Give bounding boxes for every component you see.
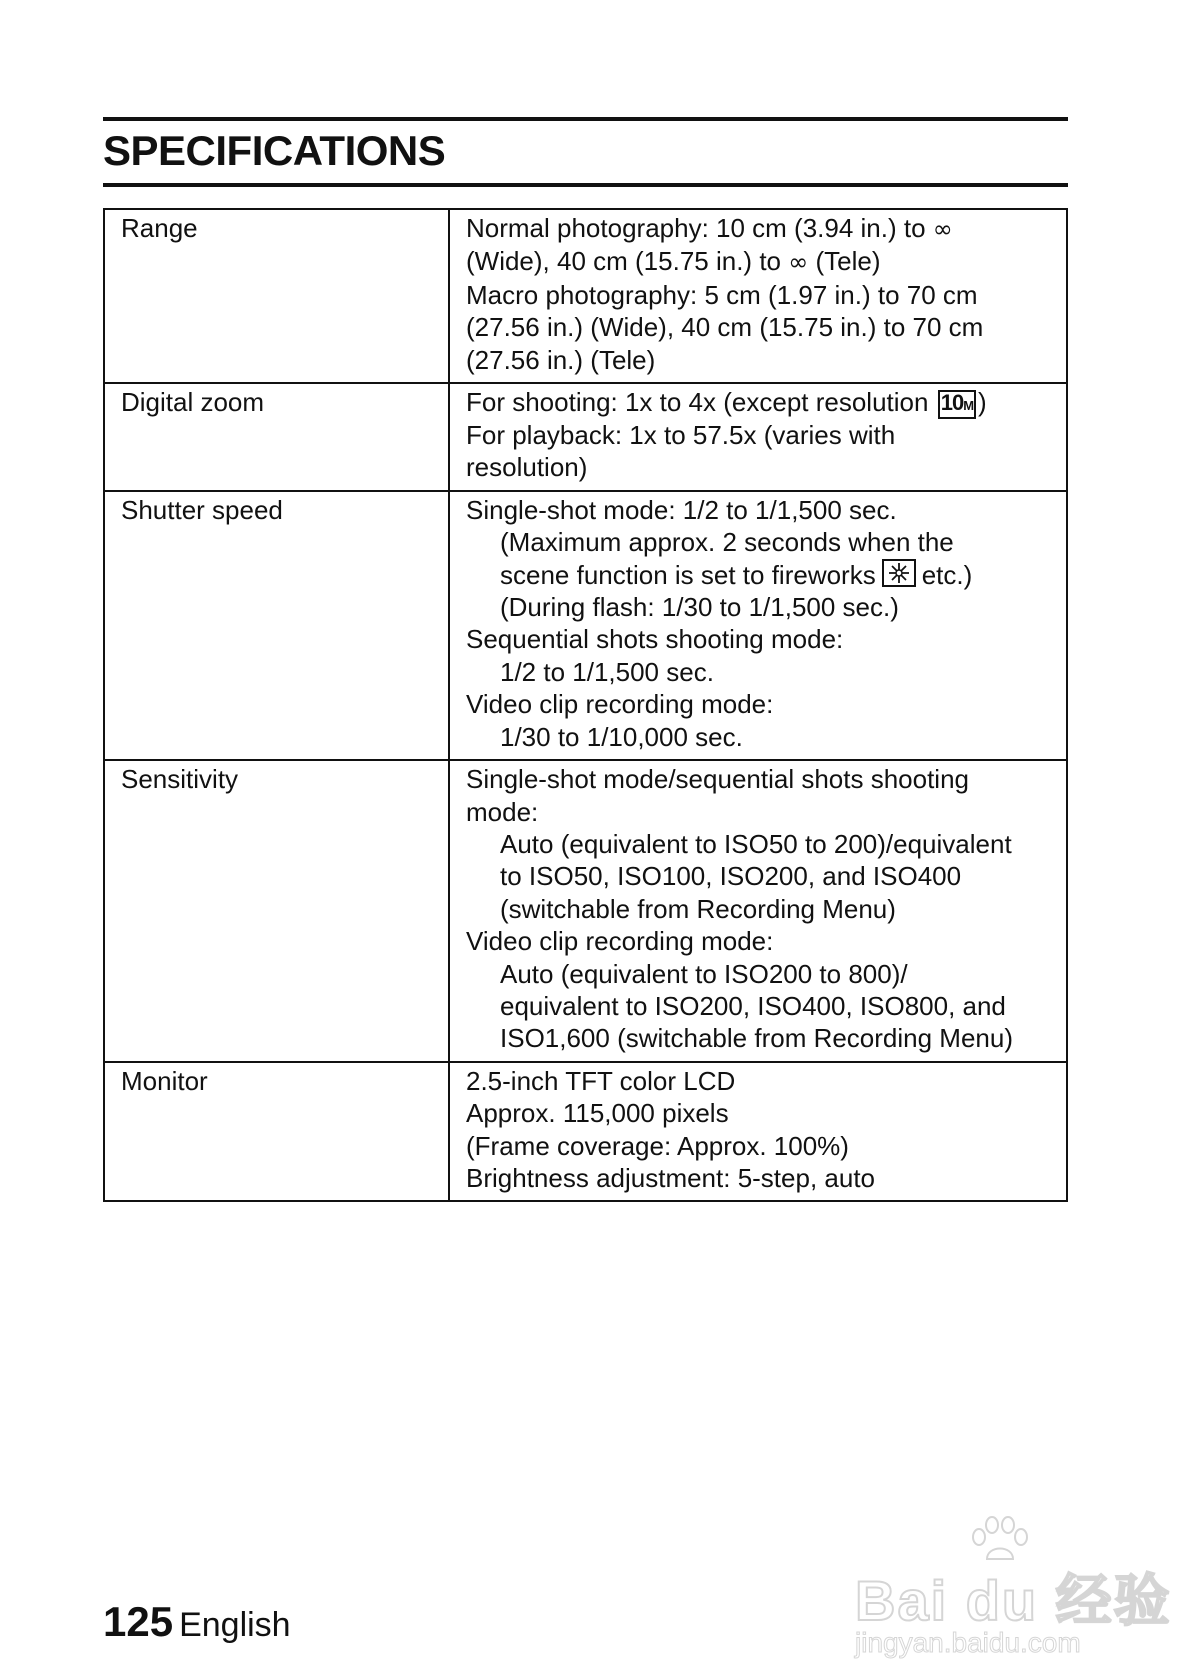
infinity-icon: ∞ — [932, 215, 953, 243]
spec-line: Video clip recording mode: — [466, 926, 774, 957]
spec-line: Single-shot mode: 1/2 to 1/1,500 sec. — [466, 494, 897, 525]
spec-label-monitor: Monitor — [104, 1062, 449, 1202]
spec-line: to ISO50, ISO100, ISO200, and ISO400 — [500, 861, 962, 892]
spec-value-sensitivity — [449, 760, 1067, 1062]
spec-line: 1/30 to 1/10,000 sec. — [500, 721, 743, 752]
watermark-brand: Bai du 经验 — [855, 1569, 1172, 1632]
spec-line: Auto (equivalent to ISO50 to 200)/equivalent — [500, 828, 1012, 859]
spec-line: Approx. 115,000 pixels — [466, 1098, 729, 1129]
spec-line: ) — [978, 387, 987, 418]
spec-line: For playback: 1x to 57.5x (varies with — [466, 420, 896, 451]
title-underline — [103, 183, 1068, 187]
spec-line: (Tele) — [815, 246, 881, 277]
specifications-table — [103, 208, 1068, 1202]
top-rule — [103, 117, 1068, 121]
spec-label-shutter-speed: Shutter speed — [104, 491, 449, 760]
spec-value-digital-zoom — [449, 383, 1067, 491]
page-number: 125 — [103, 1598, 174, 1645]
page-footer — [103, 1597, 291, 1657]
fireworks-icon — [882, 559, 916, 587]
spec-label-sensitivity: Sensitivity — [104, 760, 449, 1062]
spec-line: etc.) — [921, 559, 973, 590]
spec-line: Video clip recording mode: — [466, 689, 774, 720]
resolution-badge-digits: 10 — [940, 390, 964, 416]
table-row — [104, 383, 1067, 491]
spec-line: Sequential shots shooting mode: — [466, 624, 844, 655]
resolution-badge-unit: M — [963, 398, 974, 414]
spec-line: (Frame coverage: Approx. 100%) — [466, 1130, 849, 1161]
spec-line: (switchable from Recording Menu) — [500, 893, 896, 924]
infinity-icon: ∞ — [788, 248, 809, 277]
spec-line: (Maximum approx. 2 seconds when the — [500, 527, 954, 558]
spec-line: (Wide), 40 cm (15.75 in.) to — [466, 246, 781, 277]
spec-line: (27.56 in.) (Wide), 40 cm (15.75 in.) to 70 cm — [466, 312, 984, 343]
spec-line: 2.5-inch TFT color LCD — [466, 1065, 736, 1096]
spec-line: mode: — [466, 796, 539, 827]
spec-line: Brightness adjustment: 5-step, auto — [466, 1162, 876, 1193]
spec-label-range: Range — [104, 209, 449, 383]
resolution-10m-icon — [938, 390, 976, 419]
spec-line: (During flash: 1/30 to 1/1,500 sec.) — [500, 592, 899, 623]
table-row — [104, 760, 1067, 1062]
watermark-url: jingyan.baidu.com — [855, 1627, 1081, 1658]
spec-line: resolution) — [466, 452, 588, 483]
spec-line: Macro photography: 5 cm (1.97 in.) to 70 cm — [466, 279, 978, 310]
spec-value-shutter-speed — [449, 491, 1067, 760]
spec-line: scene function is set to fireworks — [500, 559, 876, 590]
spec-line: ISO1,600 (switchable from Recording Menu) — [500, 1023, 1014, 1054]
page-title: SPECIFICATIONS — [103, 127, 446, 174]
spec-line: equivalent to ISO200, ISO400, ISO800, and — [500, 990, 1006, 1021]
spec-line: 1/2 to 1/1,500 sec. — [500, 656, 714, 687]
spec-line: Normal photography: 10 cm (3.94 in.) to — [466, 213, 926, 243]
paw-logo-icon — [965, 1515, 1035, 1563]
spec-label-digital-zoom: Digital zoom — [104, 383, 449, 491]
spec-value-range — [449, 209, 1067, 383]
baidu-watermark — [855, 1515, 1172, 1665]
table-row — [104, 1062, 1067, 1202]
spec-value-monitor — [449, 1062, 1067, 1202]
table-row — [104, 491, 1067, 760]
page-language: English — [179, 1606, 291, 1644]
spec-line: Single-shot mode/sequential shots shooting — [466, 764, 969, 795]
spec-line: For shooting: 1x to 4x (except resolution — [466, 387, 929, 418]
table-row — [104, 209, 1067, 383]
spec-line: (27.56 in.) (Tele) — [466, 344, 656, 375]
spec-line: Auto (equivalent to ISO200 to 800)/ — [500, 958, 908, 989]
